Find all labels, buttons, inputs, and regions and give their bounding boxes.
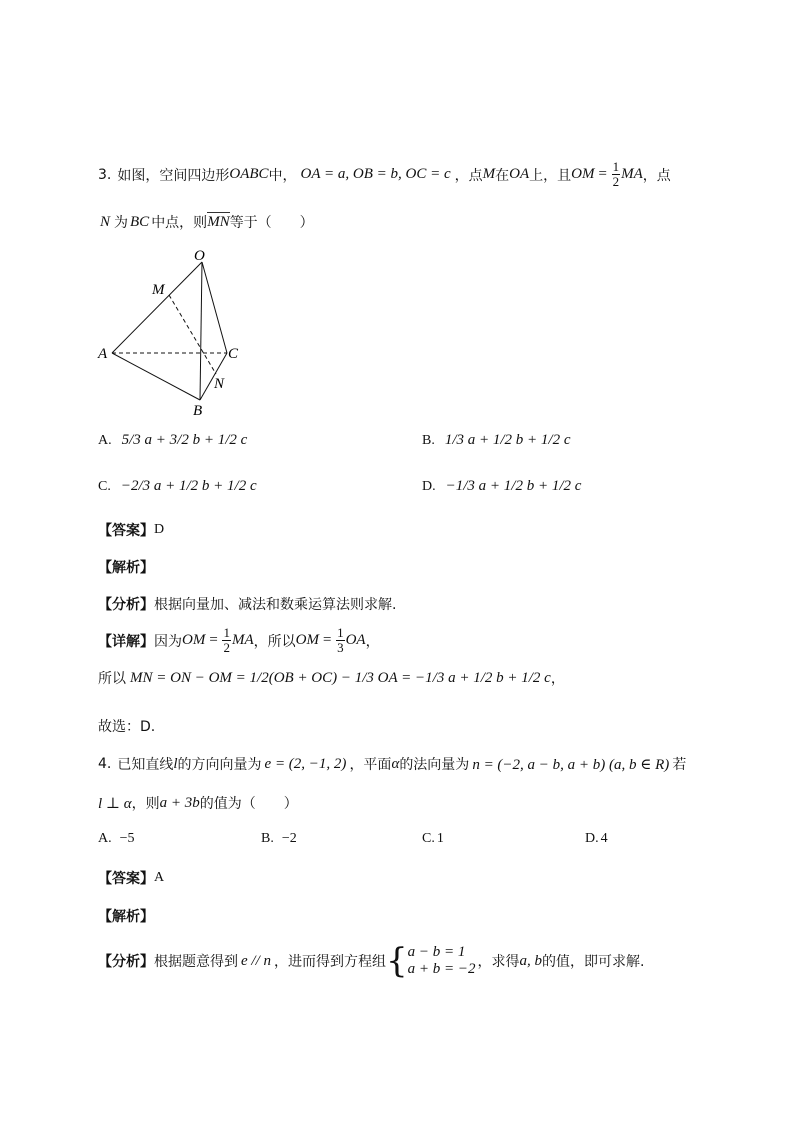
q3-om: OM: [571, 166, 595, 182]
q4-stem-c: ，平面: [349, 757, 392, 773]
q3-answer-tag: 【答案】: [98, 523, 154, 539]
label-c: C: [228, 346, 239, 362]
q4-option-b[interactable]: [261, 831, 297, 847]
q3-derivation-expr: MN = ON − OM = 1/2(OB + OC) − 1/3 OA = −1/3 a + 1/2 b + 1/2 c: [130, 669, 551, 686]
q3-derivation: 所以 MN = ON − OM = 1/2(OB + OC) − 1/3 OA = −1/3 a + 1/2 b + 1/2 c ，: [98, 669, 565, 687]
q3-option-b-expr: 1/3 a + 1/2 b + 1/2 c: [444, 432, 571, 448]
q3-option-a[interactable]: [98, 432, 247, 449]
q3-analysis-tag: 【解析】: [98, 560, 154, 576]
q4-fenxi-a: 根据题意得到: [154, 954, 238, 970]
q3-xj-om: OM: [182, 632, 206, 648]
q4-e-vector: e = (2, −1, 2): [264, 755, 347, 772]
q3-xiangjie-a: 因为: [154, 633, 182, 650]
q3-ma: MA: [621, 166, 643, 182]
edge-oa: [112, 262, 202, 353]
q4-option-d-value: 4: [600, 831, 608, 846]
q3-xiangjie-b: ，所以: [253, 633, 296, 650]
label-m: M: [152, 282, 165, 298]
label-n: N: [214, 376, 225, 392]
edge-ab: [112, 353, 200, 400]
q4-fenxi: [98, 941, 645, 981]
q4-option-d[interactable]: [585, 831, 608, 847]
q4-option-b-value: −2: [281, 831, 297, 846]
q4-option-c-value: 1: [436, 831, 444, 846]
q3-on: 在: [495, 167, 510, 184]
q3-option-b[interactable]: [422, 432, 571, 449]
q3-point: ，点: [642, 167, 671, 184]
q3-upon: 上，且: [529, 167, 572, 184]
q4-option-d-label: D.: [585, 831, 599, 846]
q4-number: 4.: [98, 756, 112, 772]
q3-point-m: M: [482, 166, 496, 182]
q4-eq2: a + b = −2: [407, 961, 476, 977]
q3-option-c[interactable]: [98, 478, 257, 495]
q4-fenxi-b: ，进而得到方程组: [274, 954, 386, 970]
q4-stem-a: 已知直线: [117, 757, 174, 773]
q4-stem-e: ，则: [131, 796, 160, 812]
q3-xiangjie-tag: 【详解】: [98, 633, 154, 650]
label-b: B: [193, 403, 203, 419]
q3-stem-line2: [100, 212, 314, 232]
q3-answer-value: D: [154, 522, 165, 537]
q4-option-c[interactable]: [422, 831, 444, 847]
q3-option-a-label: A.: [98, 432, 112, 448]
q4-option-b-label: B.: [261, 831, 274, 846]
q3-suoyi: 所以: [98, 671, 126, 687]
edge-oc: [202, 262, 227, 353]
q3-fenxi-text: 根据向量加、减法和数乘运算法则求解.: [154, 597, 397, 613]
q3-option-b-label: B.: [422, 432, 435, 448]
q3-option-d[interactable]: [422, 478, 581, 495]
q3-mn-vector: MN: [207, 213, 230, 230]
q4-stem-b: 的方向向量为: [177, 757, 262, 773]
edge-mn-dashed: [169, 295, 216, 374]
q4-stem-f: 的值为（ ）: [199, 796, 298, 812]
q3-xj-eq2: =: [321, 632, 333, 648]
q4-fenxi-d: 的值，即可求解.: [542, 954, 645, 970]
q4-expr: a + 3b: [159, 794, 200, 811]
q3-stem-b: ，点: [454, 167, 483, 184]
q3-is: 为: [114, 215, 129, 231]
q3-point-n: N: [100, 213, 111, 230]
q4-stem-line2: [98, 793, 298, 813]
q3-xj-eq: =: [208, 632, 219, 648]
q3-xj-oa: OA: [345, 632, 366, 648]
q3-number: 3.: [98, 166, 112, 183]
q4-option-a[interactable]: [98, 831, 135, 847]
q3-stem-a: 如图，空间四边形: [117, 167, 230, 184]
q4-perp: l ⊥ α: [98, 795, 132, 812]
q4-option-a-label: A.: [98, 831, 112, 846]
label-o: O: [194, 248, 205, 264]
q3-quad: OABC: [229, 166, 269, 182]
q3-option-d-expr: −1/3 a + 1/2 b + 1/2 c: [445, 478, 582, 494]
q3-answer: [98, 520, 164, 540]
q3-xj-ma: MA: [231, 632, 254, 648]
q3-tetrahedron-figure: [90, 240, 260, 420]
q4-analysis: [98, 906, 154, 926]
q3-xj-half: $\frac{1}{2}$: [223, 625, 230, 655]
q4-alpha: α: [391, 755, 400, 772]
q4-option-a-value: −5: [119, 831, 135, 846]
q3-mid: 中，: [268, 167, 297, 184]
q3-xj-om2: OM: [295, 632, 319, 648]
q3-bc: BC: [130, 213, 150, 230]
q3-analysis: [98, 557, 154, 577]
q4-answer-value: A: [154, 870, 165, 885]
q4-stem-d: 的法向量为: [399, 757, 470, 773]
q4-eq1: a − b = 1: [407, 944, 466, 960]
q4-option-c-label: C.: [422, 831, 435, 846]
q3-midpoint: 中点，则: [151, 215, 208, 231]
label-a: A: [98, 346, 108, 362]
q4-n-vector: n = (−2, a − b, a + b) (a, b ∈ R): [472, 756, 670, 773]
q3-choose: [98, 716, 155, 736]
q4-parallel: e // n: [241, 952, 271, 969]
q4-fenxi-tag: 【分析】: [98, 954, 154, 970]
q3-choose-text: 故选：D.: [98, 719, 156, 735]
q4-fenxi-c: ，求得: [477, 954, 520, 970]
q4-system-brace: {: [386, 941, 408, 981]
q4-ruo: 若: [672, 757, 687, 773]
q3-equals: 等于（ ）: [229, 215, 314, 231]
q4-equation-system: [408, 944, 476, 978]
q3-xiangjie: 【详解】 因为 OM = $\frac{1}{2}$ MA ，所以 OM = $\frac{1}{3}$ OA ，: [98, 625, 380, 655]
q4-stem-line1: [98, 754, 686, 774]
q4-answer: [98, 868, 164, 888]
q3-option-c-label: C.: [98, 478, 111, 494]
q3-eq: =: [597, 166, 608, 182]
q3-option-c-expr: −2/3 a + 1/2 b + 1/2 c: [120, 478, 257, 494]
q3-fenxi: [98, 594, 396, 614]
q3-option-a-expr: 5/3 a + 3/2 b + 1/2 c: [121, 432, 248, 448]
edge-ob: [200, 262, 202, 400]
q4-analysis-tag: 【解析】: [98, 909, 154, 925]
q3-stem-line1: [98, 160, 671, 189]
q4-answer-tag: 【答案】: [98, 871, 154, 887]
q3-vector-equations: OA = a, OB = b, OC = c: [300, 166, 451, 182]
q4-line-l: l: [173, 755, 178, 772]
q3-half-fraction: $\frac{1}{2}$: [612, 159, 620, 189]
q3-option-d-label: D.: [422, 478, 436, 494]
q3-fenxi-tag: 【分析】: [98, 597, 154, 613]
q3-xj-third: $\frac{1}{3}$: [337, 625, 344, 655]
q4-ab: a, b: [519, 952, 543, 969]
q3-segment-oa: OA: [509, 166, 530, 182]
